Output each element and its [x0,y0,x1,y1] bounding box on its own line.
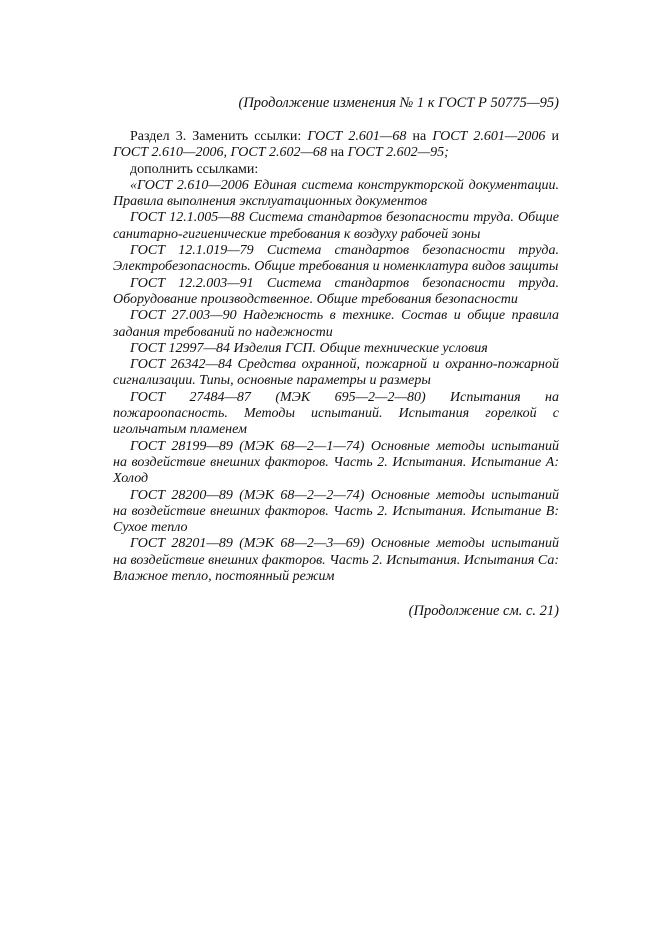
gost-ref: ГОСТ 2.601—68 [307,129,407,144]
text-run: Раздел 3. Заменить ссылки: [130,129,308,144]
reference-item: ГОСТ 12.1.005—88 Система стандартов безопасности труда. Общие санитарно-гигиенические требования к воздуху рабочей зоны [113,210,559,242]
reference-item: ГОСТ 27484—87 (МЭК 695—2—2—80) Испытания на пожароопасность. Методы испытаний. Испытания горелкой с игольчатым пламенем [113,389,559,438]
continuation-header: (Продолжение изменения № 1 к ГОСТ Р 50775—95) [238,95,559,111]
gost-ref: ГОСТ 2.602—95; [347,145,449,161]
reference-item: ГОСТ 12997—84 Изделия ГСП. Общие технические условия [130,340,488,356]
gost-ref: ГОСТ 2.601—2006 [432,129,546,144]
reference-item: ГОСТ 12.2.003—91 Система стандартов безопасности труда. Оборудование производственное. Общие требования безопасности [113,275,559,307]
reference-item: ГОСТ 27.003—90 Надежность в технике. Состав и общие правила задания требований по надежности [113,308,559,340]
add-references-line: дополнить ссылками: [130,161,259,177]
reference-item: ГОСТ 28199—89 (МЭК 68—2—1—74) Основные методы испытаний на воздействие внешних факторов. Часть 2. Испытания. Испытание А: Холод [113,438,559,487]
reference-item: ГОСТ 28201—89 (МЭК 68—2—3—69) Основные методы испытаний на воздействие внешних факторов. Часть 2. Испытания. Испытания Са: Влажное тепло, постоянный режим [113,536,559,585]
reference-item: ГОСТ 26342—84 Средства охранной, пожарной и охранно-пожарной сигнализации. Типы, основные параметры и размеры [113,357,559,389]
text-run: и [545,129,559,144]
continuation-footer: (Продолжение см. с. 21) [408,603,559,620]
document-body [113,129,559,585]
gost-ref: ГОСТ 2.610—2006, ГОСТ 2.602—68 [113,145,327,161]
text-run: на [326,145,348,161]
reference-item: ГОСТ 12.1.019—79 Система стандартов безопасности труда. Электробезопасность. Общие требования и номенклатура видов защиты [113,243,559,275]
reference-item: «ГОСТ 2.610—2006 Единая система конструкторской документации. Правила выполнения эксплуатационных документов [113,177,559,210]
text-run: на [406,129,433,144]
reference-item: ГОСТ 28200—89 (МЭК 68—2—2—74) Основные методы испытаний на воздействие внешних факторов. Часть 2. Испытания. Испытание В: Сухое тепло [113,487,559,536]
section-3-paragraph [113,129,559,162]
document-page [113,94,559,620]
